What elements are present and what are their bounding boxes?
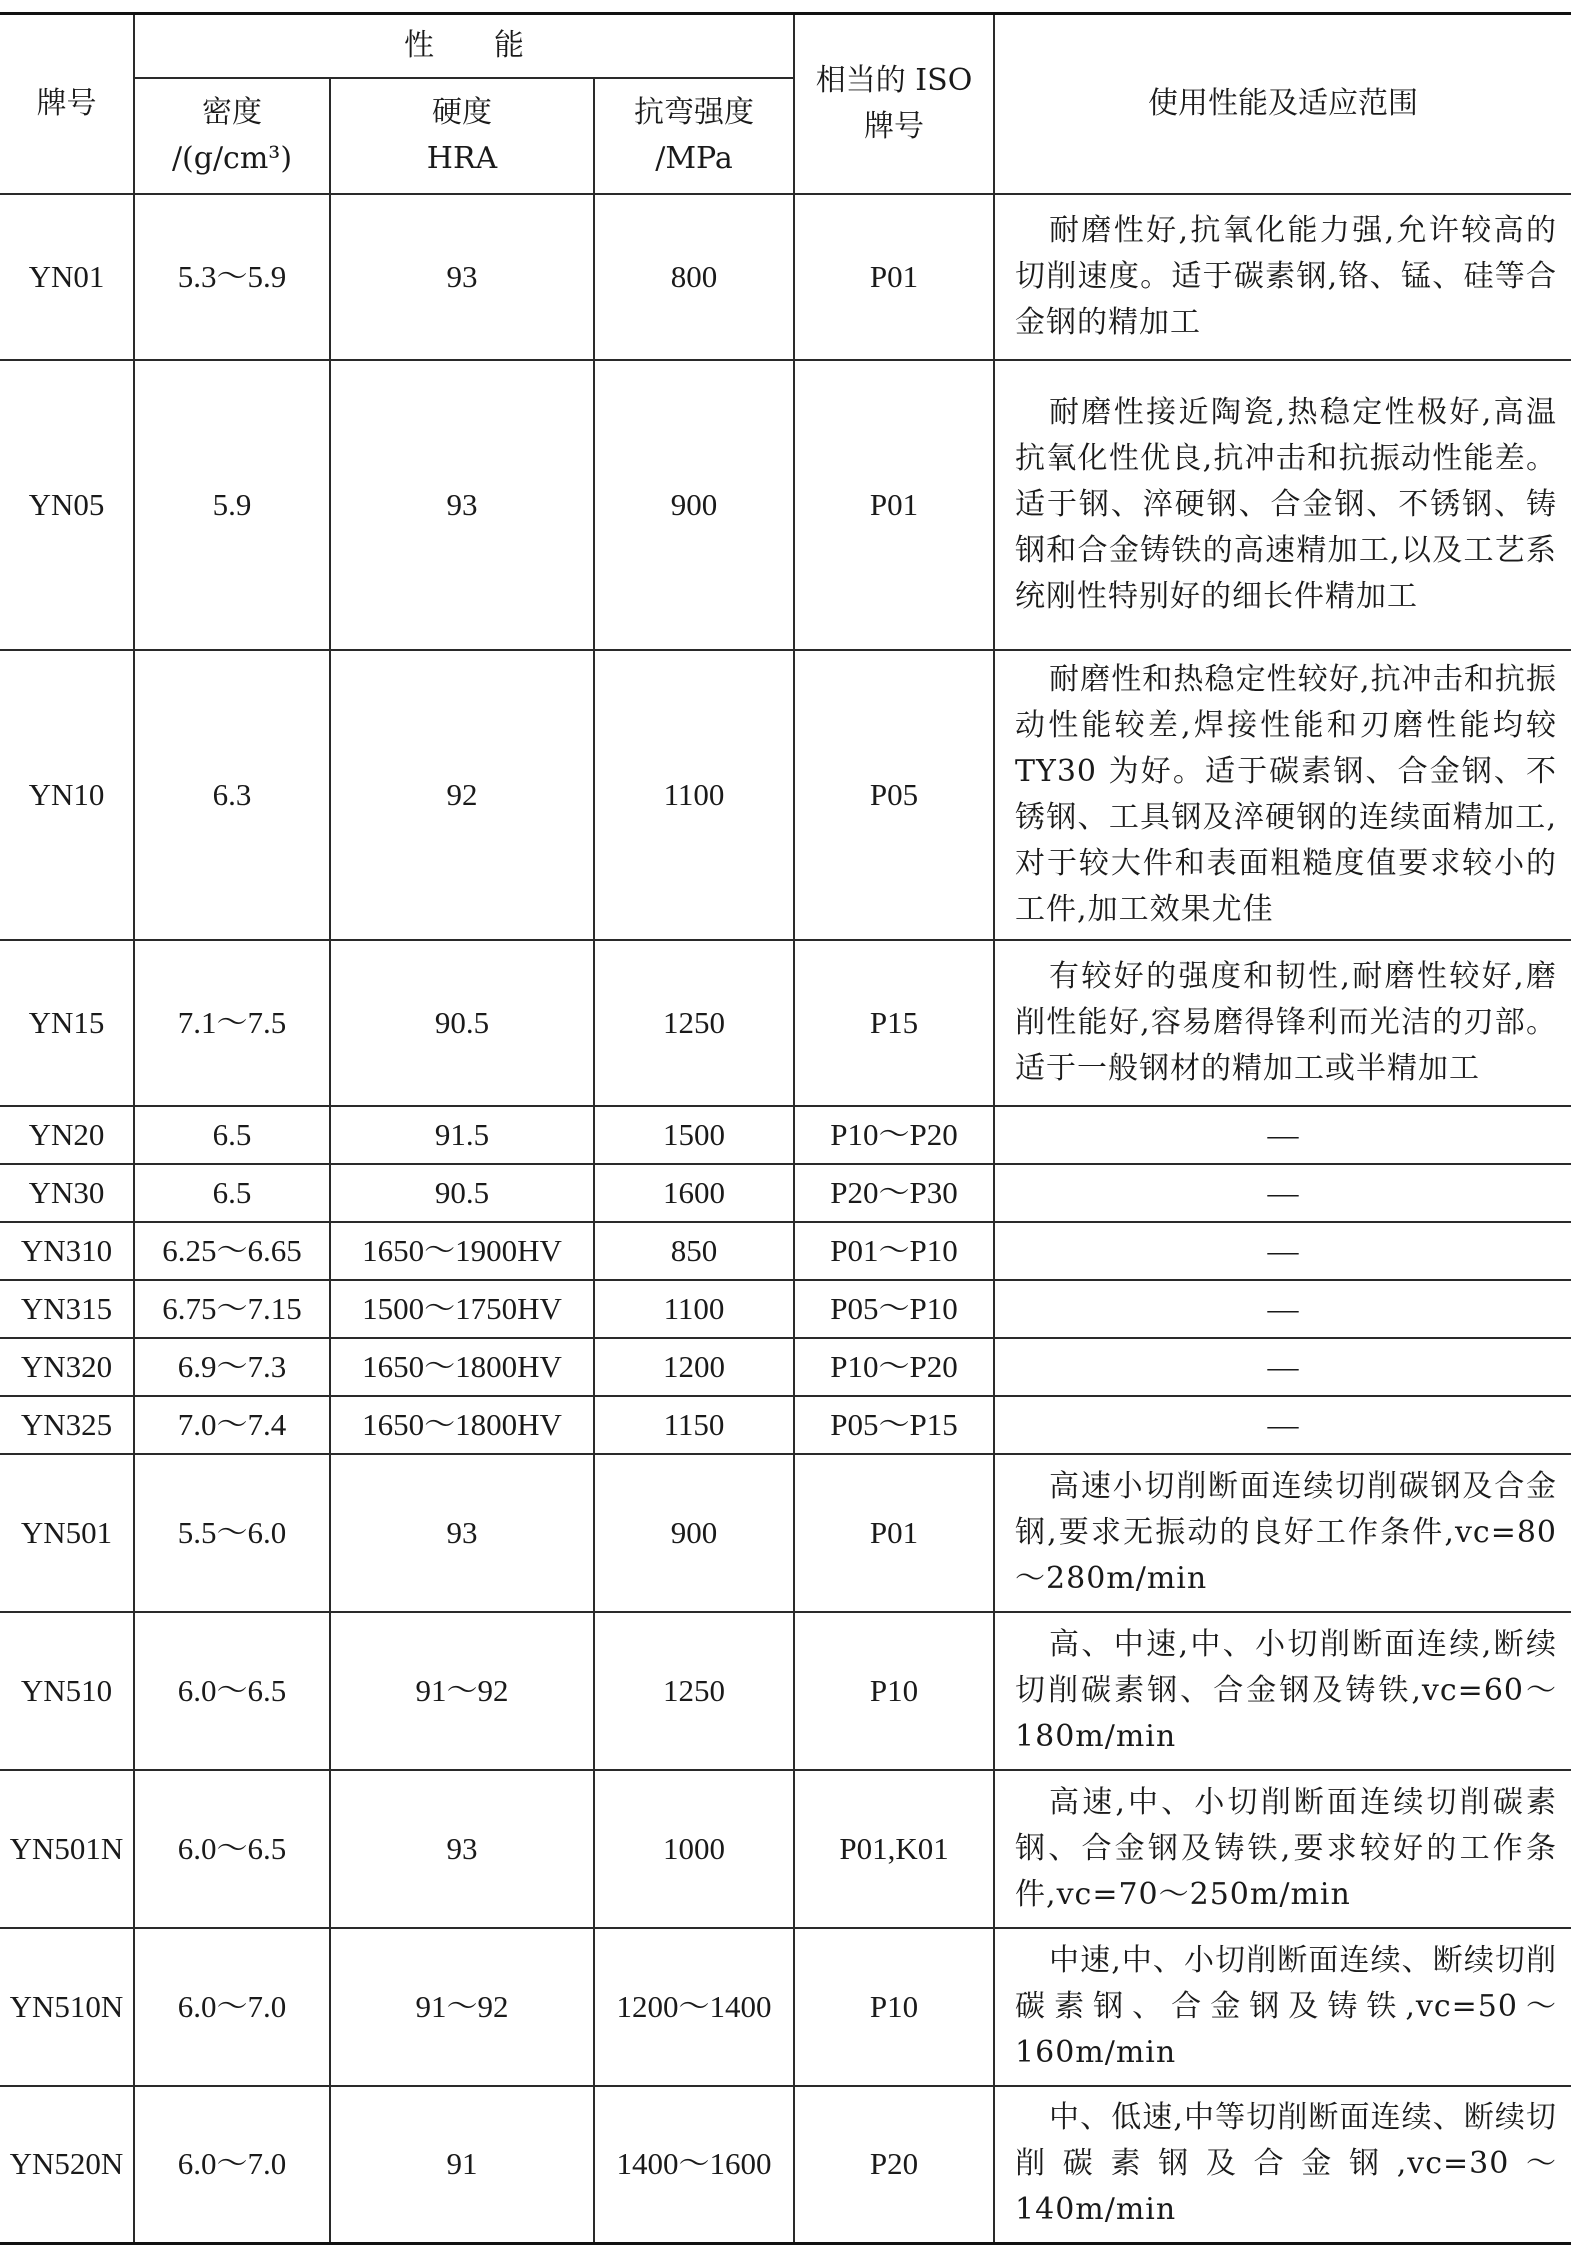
cell-bending: 850 bbox=[594, 1222, 794, 1280]
header-iso-line1: 相当的 ISO bbox=[815, 62, 973, 98]
cell-grade: YN15 bbox=[0, 940, 134, 1106]
cell-usage bbox=[994, 1454, 1571, 1612]
cell-grade: YN20 bbox=[0, 1106, 134, 1164]
table-row bbox=[0, 1106, 1571, 1164]
cell-iso: P15 bbox=[794, 940, 994, 1106]
cell-grade: YN315 bbox=[0, 1280, 134, 1338]
table-row bbox=[0, 1454, 1571, 1612]
header-iso bbox=[794, 14, 994, 194]
cell-bending: 1100 bbox=[594, 1280, 794, 1338]
cell-bending: 1000 bbox=[594, 1770, 794, 1928]
cell-iso: P10 bbox=[794, 1612, 994, 1770]
table-row bbox=[0, 1338, 1571, 1396]
cell-density: 6.9～7.3 bbox=[134, 1338, 330, 1396]
cell-bending: 1200 bbox=[594, 1338, 794, 1396]
cell-density: 6.0～6.5 bbox=[134, 1612, 330, 1770]
usage-text: 耐磨性和热稳定性较好,抗冲击和抗振动性能较差,焊接性能和刃磨性能均较 TY30 为好。适于碳素钢、合金钢、不锈钢、工具钢及淬硬钢的连续面精加工,对于较大件和表面粗糙度值要求较小的工件,加工效果尤佳 bbox=[1015, 661, 1558, 927]
cell-hardness: 93 bbox=[330, 194, 594, 360]
usage-text: 高、中速,中、小切削断面连续,断续切削碳素钢、合金钢及铸铁,vc=60～180m/min bbox=[1015, 1626, 1558, 1754]
cell-iso: P05～P10 bbox=[794, 1280, 994, 1338]
cell-hardness: 91～92 bbox=[330, 1612, 594, 1770]
cell-bending: 1200～1400 bbox=[594, 1928, 794, 2086]
usage-text: 耐磨性接近陶瓷,热稳定性极好,高温抗氧化性优良,抗冲击和抗振动性能差。适于钢、淬硬钢、合金钢、不锈钢、铸钢和合金铸铁的高速精加工,以及工艺系统刚性特别好的细长件精加工 bbox=[1015, 394, 1558, 614]
cell-grade: YN510 bbox=[0, 1612, 134, 1770]
cell-bending: 1600 bbox=[594, 1164, 794, 1222]
table-row bbox=[0, 2086, 1571, 2244]
cell-usage bbox=[994, 650, 1571, 940]
cell-hardness: 90.5 bbox=[330, 940, 594, 1106]
cell-bending: 1400～1600 bbox=[594, 2086, 794, 2244]
header-hardness bbox=[330, 78, 594, 194]
cell-iso: P01 bbox=[794, 194, 994, 360]
table-row bbox=[0, 1396, 1571, 1454]
usage-text: 中速,中、小切削断面连续、断续切削碳素钢、合金钢及铸铁,vc=50～160m/min bbox=[1015, 1942, 1558, 2070]
cell-bending: 1250 bbox=[594, 940, 794, 1106]
cell-iso: P05 bbox=[794, 650, 994, 940]
cell-hardness: 91 bbox=[330, 2086, 594, 2244]
cell-hardness: 1650～1900HV bbox=[330, 1222, 594, 1280]
usage-text: 有较好的强度和韧性,耐磨性较好,磨削性能好,容易磨得锋利而光洁的刃部。适于一般钢材的精加工或半精加工 bbox=[1015, 958, 1558, 1086]
table-row bbox=[0, 194, 1571, 360]
cell-density: 6.3 bbox=[134, 650, 330, 940]
cell-hardness: 1650～1800HV bbox=[330, 1396, 594, 1454]
header-performance: 性 能 bbox=[134, 14, 794, 78]
cell-usage: — bbox=[994, 1396, 1571, 1454]
cell-grade: YN10 bbox=[0, 650, 134, 940]
usage-text: 中、低速,中等切削断面连续、断续切削碳素钢及合金钢,vc=30～140m/min bbox=[1015, 2100, 1558, 2228]
cell-usage bbox=[994, 360, 1571, 650]
cell-density: 6.0～6.5 bbox=[134, 1770, 330, 1928]
cell-grade: YN320 bbox=[0, 1338, 134, 1396]
cell-iso: P10 bbox=[794, 1928, 994, 2086]
table-row bbox=[0, 1928, 1571, 2086]
header-density-label: 密度 bbox=[202, 94, 262, 130]
cell-grade: YN30 bbox=[0, 1164, 134, 1222]
table-row bbox=[0, 1222, 1571, 1280]
table-row bbox=[0, 1280, 1571, 1338]
header-grade: 牌号 bbox=[0, 14, 134, 194]
cell-hardness: 93 bbox=[330, 1454, 594, 1612]
cell-iso: P10～P20 bbox=[794, 1338, 994, 1396]
cell-iso: P01 bbox=[794, 1454, 994, 1612]
cell-hardness: 93 bbox=[330, 1770, 594, 1928]
cell-grade: YN310 bbox=[0, 1222, 134, 1280]
table-row bbox=[0, 1164, 1571, 1222]
cell-density: 5.5～6.0 bbox=[134, 1454, 330, 1612]
cell-density: 6.0～7.0 bbox=[134, 2086, 330, 2244]
cell-grade: YN01 bbox=[0, 194, 134, 360]
cell-iso: P01 bbox=[794, 360, 994, 650]
cell-hardness: 1500～1750HV bbox=[330, 1280, 594, 1338]
cermet-grade-table bbox=[0, 12, 1571, 2245]
cell-hardness: 90.5 bbox=[330, 1164, 594, 1222]
header-bending-label: 抗弯强度 bbox=[634, 94, 755, 130]
table-body bbox=[0, 194, 1571, 2244]
cell-density: 5.9 bbox=[134, 360, 330, 650]
usage-text: 高速小切削断面连续切削碳钢及合金钢,要求无振动的良好工作条件,vc=80～280m/min bbox=[1015, 1468, 1558, 1596]
cell-grade: YN05 bbox=[0, 360, 134, 650]
cell-usage: — bbox=[994, 1106, 1571, 1164]
cell-grade: YN510N bbox=[0, 1928, 134, 2086]
cell-usage: — bbox=[994, 1164, 1571, 1222]
cell-bending: 1250 bbox=[594, 1612, 794, 1770]
header-hardness-label: 硬度 bbox=[432, 94, 492, 130]
cell-bending: 1150 bbox=[594, 1396, 794, 1454]
cell-hardness: 1650～1800HV bbox=[330, 1338, 594, 1396]
header-bending-unit: /MPa bbox=[655, 140, 733, 176]
cell-bending: 1100 bbox=[594, 650, 794, 940]
cell-density: 6.5 bbox=[134, 1164, 330, 1222]
cell-density: 6.25～6.65 bbox=[134, 1222, 330, 1280]
cell-grade: YN520N bbox=[0, 2086, 134, 2244]
header-density bbox=[134, 78, 330, 194]
header-usage: 使用性能及适应范围 bbox=[994, 14, 1571, 194]
cell-hardness: 93 bbox=[330, 360, 594, 650]
cell-hardness: 92 bbox=[330, 650, 594, 940]
cell-hardness: 91～92 bbox=[330, 1928, 594, 2086]
header-iso-line2: 牌号 bbox=[864, 108, 925, 144]
cell-bending: 900 bbox=[594, 360, 794, 650]
cell-usage: — bbox=[994, 1222, 1571, 1280]
cell-iso: P01,K01 bbox=[794, 1770, 994, 1928]
table-row bbox=[0, 360, 1571, 650]
cell-density: 7.0～7.4 bbox=[134, 1396, 330, 1454]
header-density-unit: /(g/cm³) bbox=[171, 140, 293, 176]
cell-density: 6.75～7.15 bbox=[134, 1280, 330, 1338]
cell-usage bbox=[994, 194, 1571, 360]
cell-usage bbox=[994, 2086, 1571, 2244]
cell-bending: 1500 bbox=[594, 1106, 794, 1164]
cell-usage: — bbox=[994, 1338, 1571, 1396]
cell-grade: YN501N bbox=[0, 1770, 134, 1928]
cell-grade: YN325 bbox=[0, 1396, 134, 1454]
cell-density: 6.5 bbox=[134, 1106, 330, 1164]
table-row bbox=[0, 1612, 1571, 1770]
usage-text: 高速,中、小切削断面连续切削碳素钢、合金钢及铸铁,要求较好的工作条件,vc=70～250m/min bbox=[1015, 1784, 1558, 1912]
cell-iso: P20 bbox=[794, 2086, 994, 2244]
cell-density: 5.3～5.9 bbox=[134, 194, 330, 360]
top-cut-edge bbox=[0, 0, 1571, 12]
cell-usage bbox=[994, 1770, 1571, 1928]
cell-iso: P10～P20 bbox=[794, 1106, 994, 1164]
cell-density: 7.1～7.5 bbox=[134, 940, 330, 1106]
table-row bbox=[0, 940, 1571, 1106]
table-header bbox=[0, 14, 1571, 194]
cell-usage bbox=[994, 940, 1571, 1106]
cell-density: 6.0～7.0 bbox=[134, 1928, 330, 2086]
cell-grade: YN501 bbox=[0, 1454, 134, 1612]
cell-bending: 900 bbox=[594, 1454, 794, 1612]
table-row bbox=[0, 1770, 1571, 1928]
usage-text: 耐磨性好,抗氧化能力强,允许较高的切削速度。适于碳素钢,铬、锰、硅等合金钢的精加工 bbox=[1015, 212, 1558, 340]
cell-iso: P01～P10 bbox=[794, 1222, 994, 1280]
cell-usage bbox=[994, 1928, 1571, 2086]
table-row bbox=[0, 650, 1571, 940]
cell-usage: — bbox=[994, 1280, 1571, 1338]
cell-iso: P20～P30 bbox=[794, 1164, 994, 1222]
header-hardness-unit: HRA bbox=[426, 140, 498, 176]
header-bending bbox=[594, 78, 794, 194]
cell-usage bbox=[994, 1612, 1571, 1770]
cell-hardness: 91.5 bbox=[330, 1106, 594, 1164]
cell-iso: P05～P15 bbox=[794, 1396, 994, 1454]
cell-bending: 800 bbox=[594, 194, 794, 360]
